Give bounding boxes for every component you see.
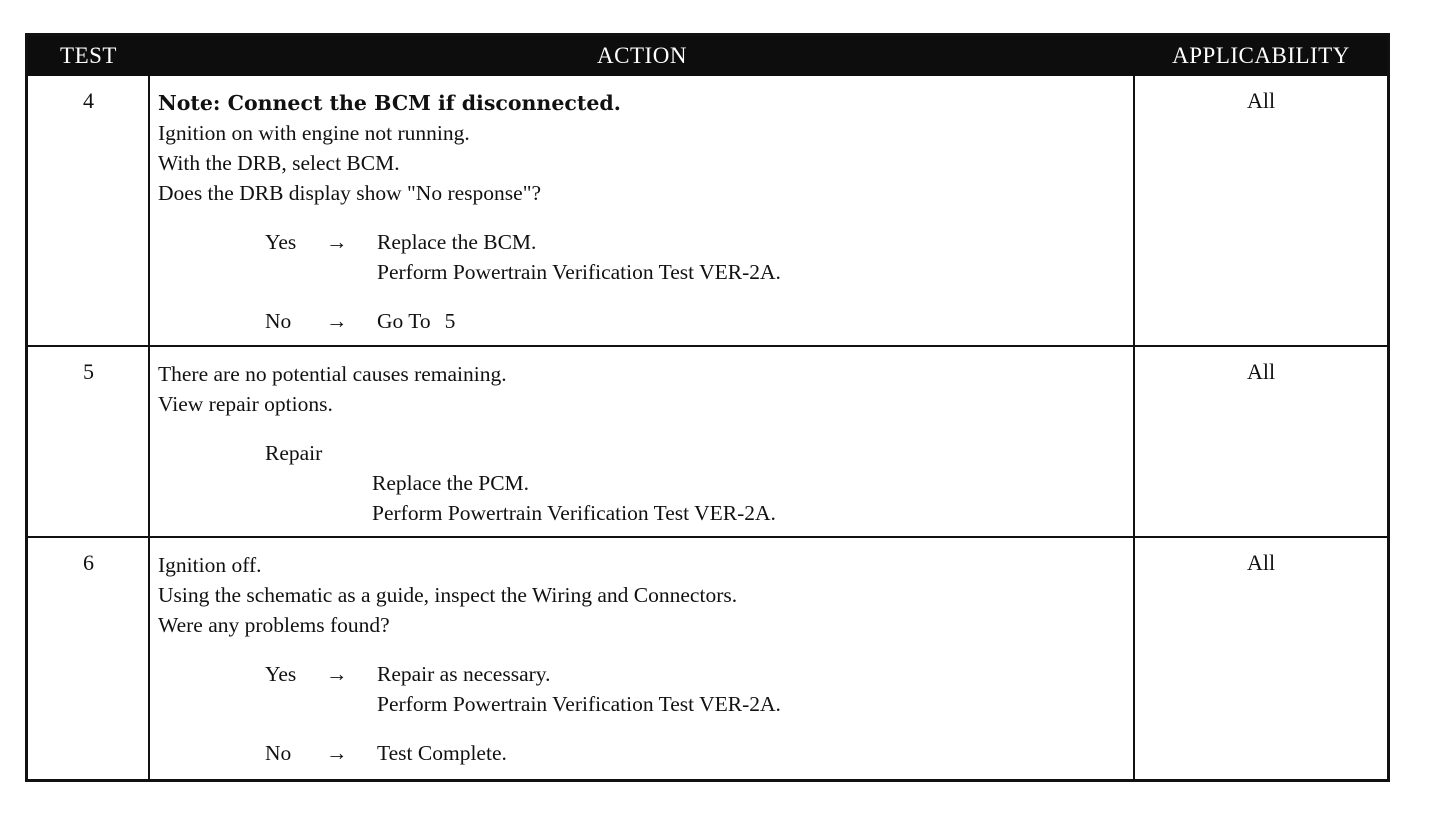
outcome-label: Yes (265, 230, 297, 254)
action-line: Using the schematic as a guide, inspect the Wiring and Connectors. (158, 583, 738, 607)
question-line: Were any problems found? (158, 613, 390, 637)
diagnostic-test-table (25, 33, 1390, 782)
header-test: TEST (60, 43, 117, 68)
action-line: Ignition on with engine not running. (158, 121, 470, 145)
action-cell (158, 550, 1118, 768)
outcome-yes (158, 227, 1118, 287)
action-line: View repair options. (158, 392, 333, 416)
table-row (28, 538, 1387, 782)
right-arrow-icon: → (326, 741, 348, 765)
action-line: With the DRB, select BCM. (158, 151, 400, 175)
outcome-no (158, 306, 1118, 336)
goto-test-link[interactable]: 5 (444, 309, 456, 333)
result-line: Perform Powertrain Verification Test VER-2A. (377, 692, 781, 716)
table-row (28, 76, 1387, 345)
test-number: 5 (83, 359, 94, 384)
outcome-result (377, 227, 781, 287)
repair-step: Replace the PCM. (372, 471, 530, 495)
action-cell (158, 359, 1118, 528)
applicability-value: All (1246, 88, 1276, 113)
repair-step: Perform Powertrain Verification Test VER-2A. (372, 501, 776, 525)
applicability-value: All (1246, 359, 1276, 384)
action-cell (158, 88, 1118, 336)
outcome-label: No (265, 741, 292, 765)
outcome-label: No (265, 309, 292, 333)
action-line: There are no potential causes remaining. (158, 362, 507, 386)
outcome-no (158, 738, 1118, 768)
test-number: 6 (83, 550, 94, 575)
outcome-yes (158, 659, 1118, 719)
goto-text: Go To (377, 309, 431, 333)
result-line: Replace the BCM. (377, 230, 537, 254)
outcome-label: Yes (265, 662, 297, 686)
table-row (28, 347, 1387, 536)
header-applicability: APPLICABILITY (1172, 43, 1350, 68)
right-arrow-icon: → (326, 662, 348, 686)
right-arrow-icon: → (326, 309, 348, 333)
right-arrow-icon: → (326, 230, 348, 254)
repair-options (158, 438, 1118, 528)
note-text: Note: Connect the BCM if disconnected. (158, 91, 621, 115)
table-header-row (28, 36, 1387, 76)
repair-label: Repair (265, 441, 323, 465)
action-line: Ignition off. (158, 553, 262, 577)
header-action: ACTION (597, 43, 687, 68)
outcome-result (377, 659, 781, 719)
outcome-result (377, 306, 455, 336)
outcome-result (377, 738, 507, 768)
question-line: Does the DRB display show "No response"? (158, 181, 542, 205)
result-line: Repair as necessary. (377, 662, 551, 686)
result-line: Test Complete. (377, 741, 507, 765)
applicability-value: All (1246, 550, 1276, 575)
test-number: 4 (83, 88, 94, 113)
result-line: Perform Powertrain Verification Test VER-2A. (377, 260, 781, 284)
